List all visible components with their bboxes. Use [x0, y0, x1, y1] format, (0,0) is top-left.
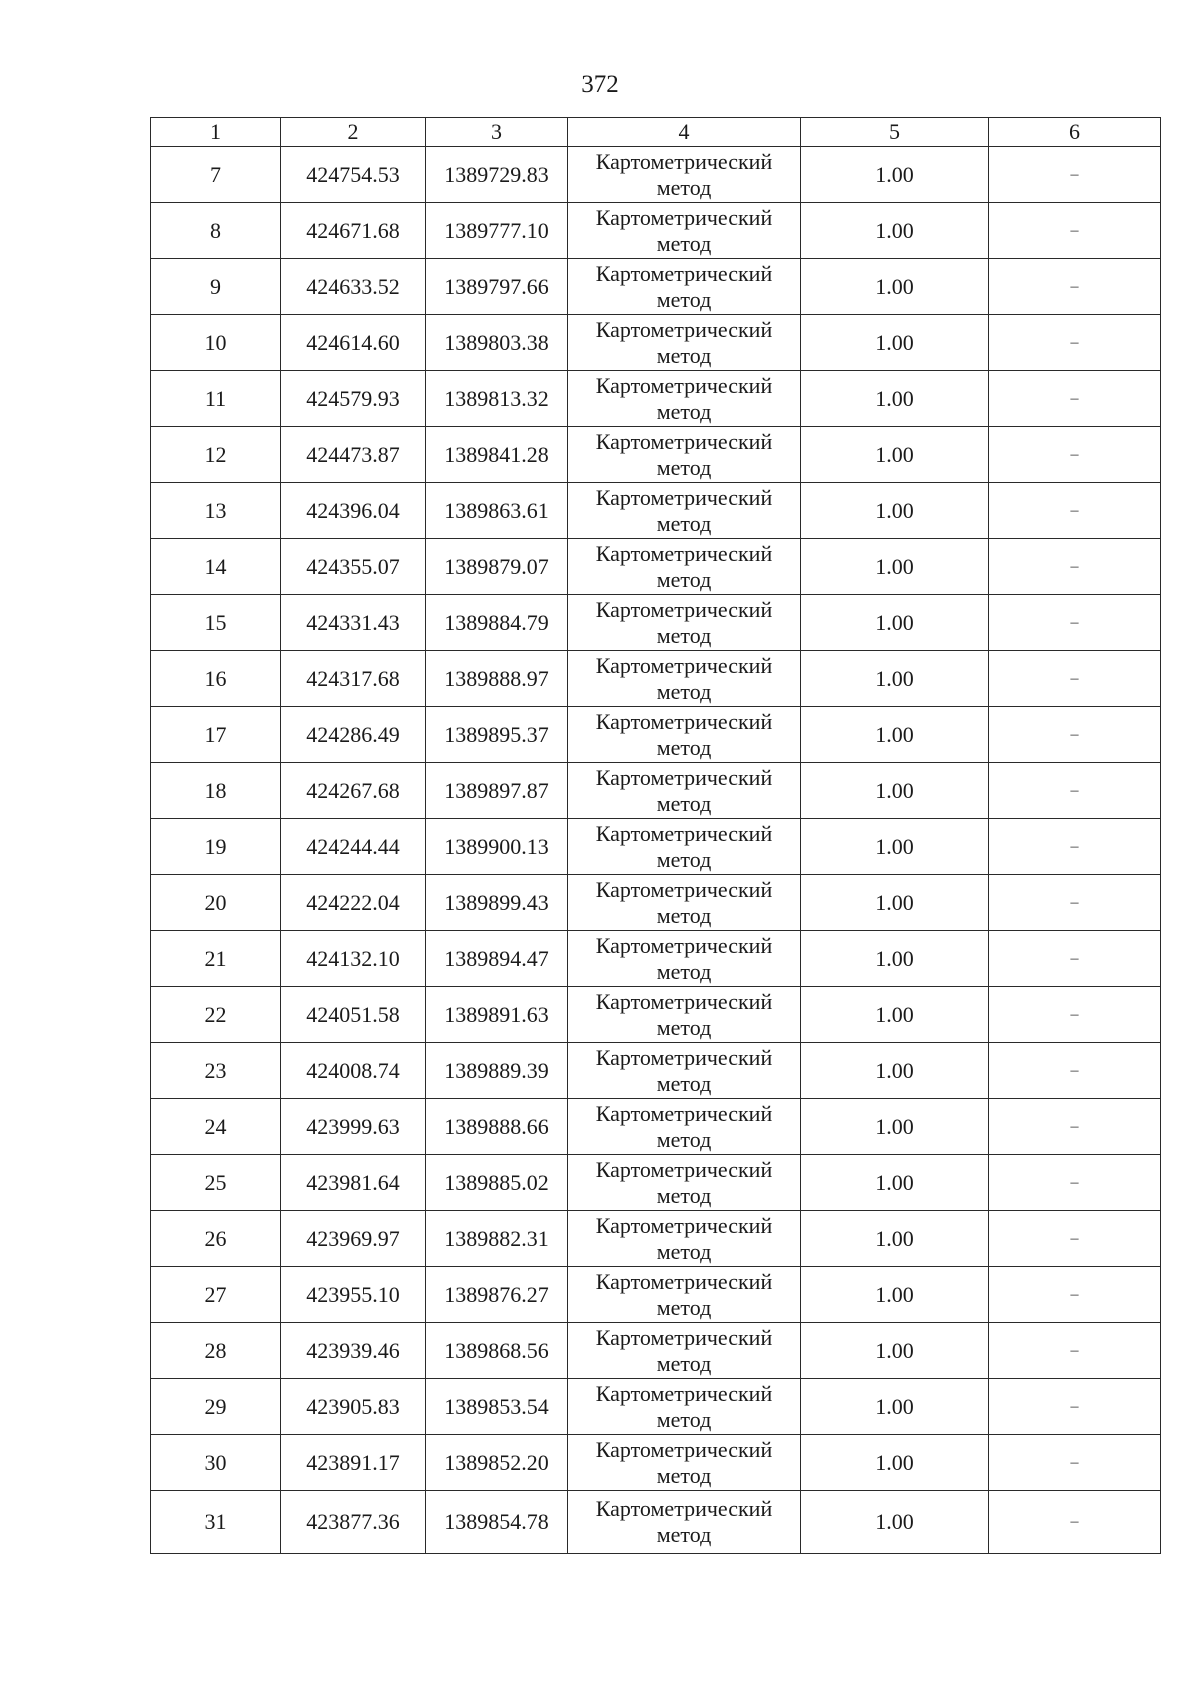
- y-coordinate-cell: 1389863.61: [426, 483, 568, 539]
- y-coordinate-cell: 1389888.97: [426, 651, 568, 707]
- accuracy-cell: 1.00: [801, 1155, 989, 1211]
- table-row: [151, 539, 1161, 595]
- method-cell: Картометрический метод: [568, 147, 801, 203]
- table-row: [151, 427, 1161, 483]
- table-row: [151, 875, 1161, 931]
- x-coordinate-cell: 424355.07: [281, 539, 426, 595]
- point-number-cell: 20: [151, 875, 281, 931]
- note-cell: –: [989, 931, 1161, 987]
- method-cell: Картометрический метод: [568, 1211, 801, 1267]
- x-coordinate-cell: 423905.83: [281, 1379, 426, 1435]
- table-row: [151, 1379, 1161, 1435]
- y-coordinate-cell: 1389889.39: [426, 1043, 568, 1099]
- x-coordinate-cell: 424396.04: [281, 483, 426, 539]
- note-cell: –: [989, 1155, 1161, 1211]
- y-coordinate-cell: 1389891.63: [426, 987, 568, 1043]
- accuracy-cell: 1.00: [801, 875, 989, 931]
- note-cell: –: [989, 259, 1161, 315]
- point-number-cell: 23: [151, 1043, 281, 1099]
- method-cell: Картометрический метод: [568, 315, 801, 371]
- point-number-cell: 17: [151, 707, 281, 763]
- accuracy-cell: 1.00: [801, 1435, 989, 1491]
- point-number-cell: 27: [151, 1267, 281, 1323]
- x-coordinate-cell: 423939.46: [281, 1323, 426, 1379]
- accuracy-cell: 1.00: [801, 763, 989, 819]
- x-coordinate-cell: 424331.43: [281, 595, 426, 651]
- table-row: [151, 483, 1161, 539]
- note-cell: –: [989, 763, 1161, 819]
- y-coordinate-cell: 1389879.07: [426, 539, 568, 595]
- accuracy-cell: 1.00: [801, 1211, 989, 1267]
- accuracy-cell: 1.00: [801, 819, 989, 875]
- method-cell: Картометрический метод: [568, 1267, 801, 1323]
- table-row: [151, 147, 1161, 203]
- method-cell: Картометрический метод: [568, 819, 801, 875]
- table-row: [151, 1323, 1161, 1379]
- header-cell-5: 5: [801, 118, 989, 147]
- y-coordinate-cell: 1389876.27: [426, 1267, 568, 1323]
- y-coordinate-cell: 1389841.28: [426, 427, 568, 483]
- note-cell: –: [989, 483, 1161, 539]
- y-coordinate-cell: 1389897.87: [426, 763, 568, 819]
- method-cell: Картометрический метод: [568, 1323, 801, 1379]
- point-number-cell: 18: [151, 763, 281, 819]
- point-number-cell: 30: [151, 1435, 281, 1491]
- x-coordinate-cell: 424317.68: [281, 651, 426, 707]
- point-number-cell: 9: [151, 259, 281, 315]
- note-cell: –: [989, 1323, 1161, 1379]
- note-cell: –: [989, 819, 1161, 875]
- note-cell: –: [989, 203, 1161, 259]
- note-cell: –: [989, 371, 1161, 427]
- table-row: [151, 315, 1161, 371]
- note-cell: –: [989, 1099, 1161, 1155]
- accuracy-cell: 1.00: [801, 1267, 989, 1323]
- y-coordinate-cell: 1389797.66: [426, 259, 568, 315]
- note-cell: –: [989, 987, 1161, 1043]
- y-coordinate-cell: 1389868.56: [426, 1323, 568, 1379]
- table-row: [151, 707, 1161, 763]
- y-coordinate-cell: 1389854.78: [426, 1491, 568, 1554]
- note-cell: –: [989, 539, 1161, 595]
- y-coordinate-cell: 1389895.37: [426, 707, 568, 763]
- point-number-cell: 21: [151, 931, 281, 987]
- y-coordinate-cell: 1389885.02: [426, 1155, 568, 1211]
- point-number-cell: 11: [151, 371, 281, 427]
- note-cell: –: [989, 595, 1161, 651]
- point-number-cell: 24: [151, 1099, 281, 1155]
- accuracy-cell: 1.00: [801, 147, 989, 203]
- x-coordinate-cell: 424614.60: [281, 315, 426, 371]
- x-coordinate-cell: 423999.63: [281, 1099, 426, 1155]
- note-cell: –: [989, 1379, 1161, 1435]
- y-coordinate-cell: 1389852.20: [426, 1435, 568, 1491]
- table-row: [151, 1211, 1161, 1267]
- accuracy-cell: 1.00: [801, 931, 989, 987]
- y-coordinate-cell: 1389884.79: [426, 595, 568, 651]
- table-row: [151, 1155, 1161, 1211]
- header-cell-6: 6: [989, 118, 1161, 147]
- point-number-cell: 31: [151, 1491, 281, 1554]
- point-number-cell: 19: [151, 819, 281, 875]
- x-coordinate-cell: 424222.04: [281, 875, 426, 931]
- accuracy-cell: 1.00: [801, 1379, 989, 1435]
- x-coordinate-cell: 424051.58: [281, 987, 426, 1043]
- header-cell-1: 1: [151, 118, 281, 147]
- method-cell: Картометрический метод: [568, 1379, 801, 1435]
- table-body: [151, 147, 1161, 1554]
- x-coordinate-cell: 424132.10: [281, 931, 426, 987]
- header-row: [151, 118, 1161, 147]
- header-cell-4: 4: [568, 118, 801, 147]
- accuracy-cell: 1.00: [801, 315, 989, 371]
- point-number-cell: 29: [151, 1379, 281, 1435]
- accuracy-cell: 1.00: [801, 539, 989, 595]
- accuracy-cell: 1.00: [801, 203, 989, 259]
- point-number-cell: 16: [151, 651, 281, 707]
- method-cell: Картометрический метод: [568, 595, 801, 651]
- method-cell: Картометрический метод: [568, 1491, 801, 1554]
- note-cell: –: [989, 651, 1161, 707]
- x-coordinate-cell: 424008.74: [281, 1043, 426, 1099]
- table-row: [151, 1435, 1161, 1491]
- note-cell: –: [989, 1491, 1161, 1554]
- method-cell: Картометрический метод: [568, 651, 801, 707]
- y-coordinate-cell: 1389853.54: [426, 1379, 568, 1435]
- y-coordinate-cell: 1389777.10: [426, 203, 568, 259]
- method-cell: Картометрический метод: [568, 763, 801, 819]
- method-cell: Картометрический метод: [568, 875, 801, 931]
- accuracy-cell: 1.00: [801, 259, 989, 315]
- method-cell: Картометрический метод: [568, 707, 801, 763]
- table-row: [151, 763, 1161, 819]
- x-coordinate-cell: 424579.93: [281, 371, 426, 427]
- method-cell: Картометрический метод: [568, 427, 801, 483]
- table-header: [151, 118, 1161, 147]
- x-coordinate-cell: 424244.44: [281, 819, 426, 875]
- x-coordinate-cell: 423877.36: [281, 1491, 426, 1554]
- x-coordinate-cell: 424286.49: [281, 707, 426, 763]
- x-coordinate-cell: 423981.64: [281, 1155, 426, 1211]
- table-row: [151, 1099, 1161, 1155]
- header-cell-2: 2: [281, 118, 426, 147]
- point-number-cell: 14: [151, 539, 281, 595]
- y-coordinate-cell: 1389894.47: [426, 931, 568, 987]
- y-coordinate-cell: 1389803.38: [426, 315, 568, 371]
- method-cell: Картометрический метод: [568, 1043, 801, 1099]
- table-row: [151, 651, 1161, 707]
- x-coordinate-cell: 424754.53: [281, 147, 426, 203]
- point-number-cell: 22: [151, 987, 281, 1043]
- point-number-cell: 8: [151, 203, 281, 259]
- accuracy-cell: 1.00: [801, 1323, 989, 1379]
- note-cell: –: [989, 875, 1161, 931]
- table-row: [151, 819, 1161, 875]
- accuracy-cell: 1.00: [801, 987, 989, 1043]
- page-number: 372: [581, 71, 619, 98]
- method-cell: Картометрический метод: [568, 1435, 801, 1491]
- table-row: [151, 1491, 1161, 1554]
- method-cell: Картометрический метод: [568, 987, 801, 1043]
- table-row: [151, 595, 1161, 651]
- accuracy-cell: 1.00: [801, 427, 989, 483]
- y-coordinate-cell: 1389813.32: [426, 371, 568, 427]
- table-row: [151, 987, 1161, 1043]
- note-cell: –: [989, 1043, 1161, 1099]
- point-number-cell: 12: [151, 427, 281, 483]
- method-cell: Картометрический метод: [568, 371, 801, 427]
- point-number-cell: 26: [151, 1211, 281, 1267]
- table-row: [151, 1267, 1161, 1323]
- method-cell: Картометрический метод: [568, 1155, 801, 1211]
- accuracy-cell: 1.00: [801, 483, 989, 539]
- method-cell: Картометрический метод: [568, 1099, 801, 1155]
- accuracy-cell: 1.00: [801, 1491, 989, 1554]
- y-coordinate-cell: 1389729.83: [426, 147, 568, 203]
- y-coordinate-cell: 1389882.31: [426, 1211, 568, 1267]
- table-row: [151, 1043, 1161, 1099]
- x-coordinate-cell: 424671.68: [281, 203, 426, 259]
- accuracy-cell: 1.00: [801, 707, 989, 763]
- method-cell: Картометрический метод: [568, 203, 801, 259]
- point-number-cell: 15: [151, 595, 281, 651]
- method-cell: Картометрический метод: [568, 931, 801, 987]
- table-row: [151, 259, 1161, 315]
- accuracy-cell: 1.00: [801, 1099, 989, 1155]
- point-number-cell: 13: [151, 483, 281, 539]
- x-coordinate-cell: 424633.52: [281, 259, 426, 315]
- point-number-cell: 28: [151, 1323, 281, 1379]
- header-cell-3: 3: [426, 118, 568, 147]
- point-number-cell: 25: [151, 1155, 281, 1211]
- note-cell: –: [989, 315, 1161, 371]
- note-cell: –: [989, 1267, 1161, 1323]
- method-cell: Картометрический метод: [568, 259, 801, 315]
- method-cell: Картометрический метод: [568, 539, 801, 595]
- table-row: [151, 371, 1161, 427]
- note-cell: –: [989, 1435, 1161, 1491]
- x-coordinate-cell: 424473.87: [281, 427, 426, 483]
- note-cell: –: [989, 427, 1161, 483]
- note-cell: –: [989, 1211, 1161, 1267]
- y-coordinate-cell: 1389899.43: [426, 875, 568, 931]
- point-number-cell: 7: [151, 147, 281, 203]
- accuracy-cell: 1.00: [801, 595, 989, 651]
- x-coordinate-cell: 423955.10: [281, 1267, 426, 1323]
- coordinates-table: [150, 117, 1161, 1554]
- accuracy-cell: 1.00: [801, 371, 989, 427]
- accuracy-cell: 1.00: [801, 651, 989, 707]
- note-cell: –: [989, 707, 1161, 763]
- accuracy-cell: 1.00: [801, 1043, 989, 1099]
- method-cell: Картометрический метод: [568, 483, 801, 539]
- note-cell: –: [989, 147, 1161, 203]
- y-coordinate-cell: 1389888.66: [426, 1099, 568, 1155]
- x-coordinate-cell: 424267.68: [281, 763, 426, 819]
- y-coordinate-cell: 1389900.13: [426, 819, 568, 875]
- x-coordinate-cell: 423891.17: [281, 1435, 426, 1491]
- x-coordinate-cell: 423969.97: [281, 1211, 426, 1267]
- point-number-cell: 10: [151, 315, 281, 371]
- table-row: [151, 931, 1161, 987]
- table-row: [151, 203, 1161, 259]
